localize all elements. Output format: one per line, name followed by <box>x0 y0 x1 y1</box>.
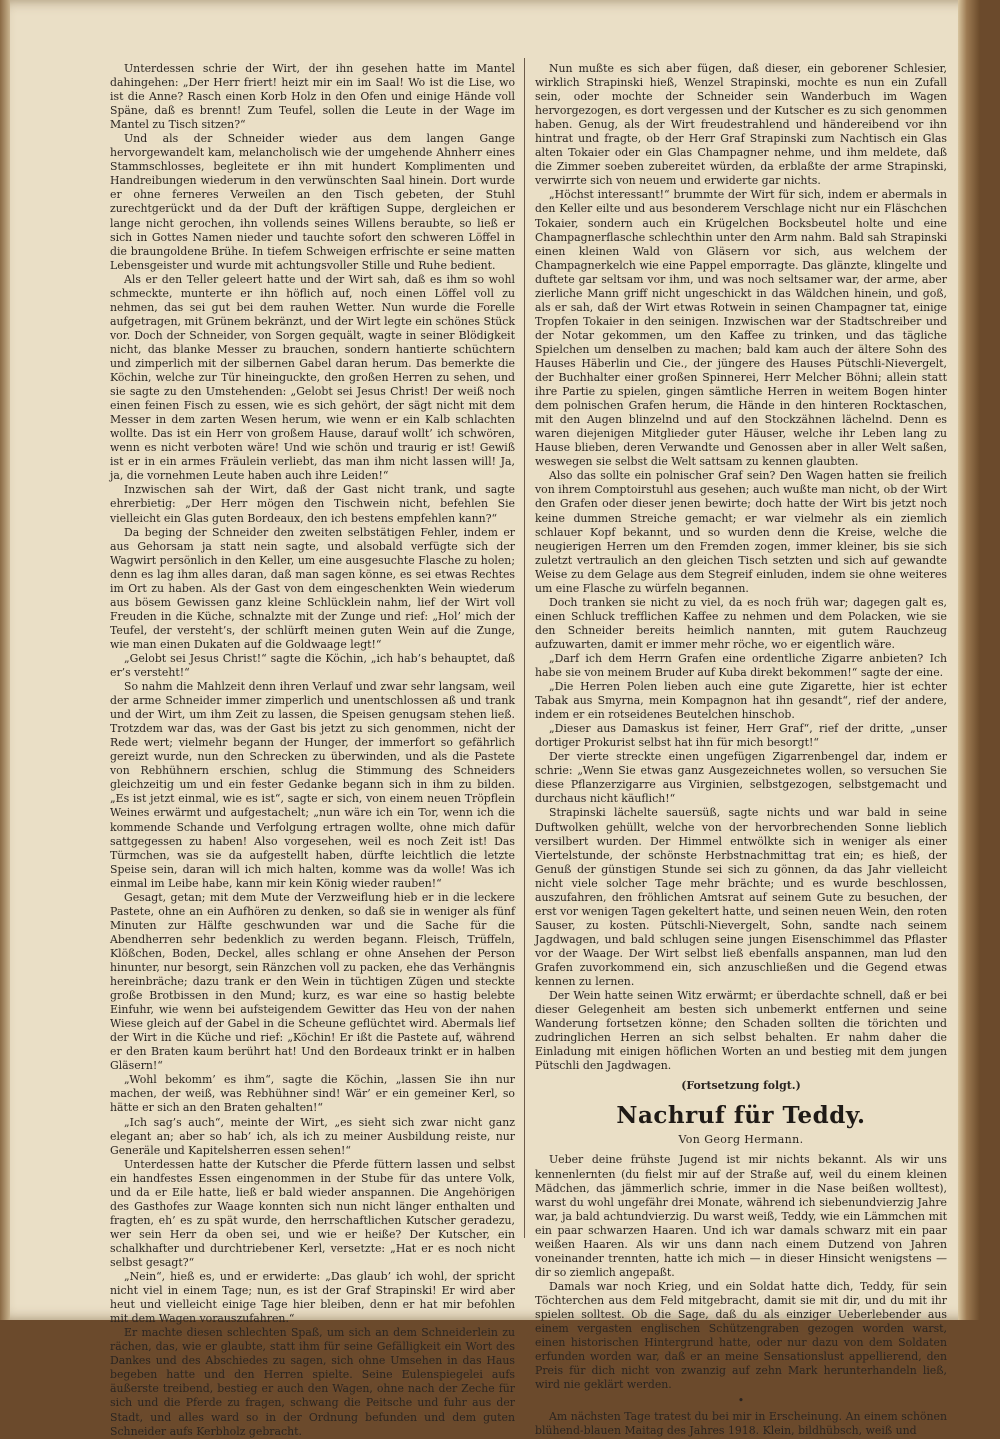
paragraph: „Gelobt sei Jesus Christ!“ sagte die Köchin, „ich hab’s behauptet, daß er’s versteht!“ <box>110 651 515 680</box>
paragraph: Und als der Schneider wieder aus dem langen Gange hervorgewandelt kam, melancholisch wie der umgehende Ahnherr eines Stammschlosses, begleitete er ihn mit hundert Komplimenten und Handreibungen wiederum in den verwünschten Saal hinein. Dort wurde er ohne ferneres Verweilen an den Tisch gebeten, der Stuhl zurechtgerückt und da der Duft der kräftigen Suppe, dergleichen er lange nicht gerochen, ihn vollends seines Willens beraubte, so ließ er sich in Gottes Namen nieder und tauchte sofort den schweren Löffel in die braungoldene Brühe. In tiefem Schweigen erfrischte er seine matten Lebensgeister und wurde mit achtungsvoller Stille und Ruhe bedient. <box>110 132 515 272</box>
paragraph: Unterdessen hatte der Kutscher die Pferde füttern lassen und selbst ein handfestes Essen eingenommen in der Stube für das untere Volk, und da er Eile hatte, ließ er bald wieder anspannen. Die Angehörigen des Gasthofes zur Waage konnten sich nun nicht länger enthalten und fragten, eh’ es zu spät wurde, den herrschaftlichen Kutscher geradezu, wer sein Herr da oben sei, und wie er heiße? Der Kutscher, ein schalkhafter und durchtriebener Kerl, versetzte: „Hat er es noch nicht selbst gesagt?“ <box>110 1157 515 1269</box>
paragraph: Damals war noch Krieg, und ein Soldat hatte dich, Teddy, für sein Töchterchen aus dem Feld mitgebracht, damit sie mit dir, und du mit ihr spielen solltest. Ob die Sage, daß du als einziger Ueberlebender aus einem vergasten englischen Schützengraben gezogen worden warst, einen historischen Hintergrund hatte, oder nur dazu von dem Soldaten erfunden worden war, daß er an meine Sensationslust appellierend, den Preis für dich nicht von zwanzig auf zehn Mark herunterhandeln ließ, wird nie geklärt werden. <box>535 1279 947 1392</box>
paragraph: Der Wein hatte seinen Witz erwärmt; er überdachte schnell, daß er bei dieser Gelegenheit am besten sich unbemerkt entfernen und seine Wanderung fortsetzen könne; den Schaden sollten die törichten und zudringlichen Herren an sich selbst behalten. Er nahm daher die Einladung mit einigen höflichen Worten an und bestieg mit dem jungen Pütschli den Jagdwagen. <box>535 989 947 1073</box>
paragraph: „Die Herren Polen lieben auch eine gute Zigarette, hier ist echter Tabak aus Smyrna, mein Kompagnon hat ihn gesandt“, rief der andere, indem er ein rotseidenes Beutelchen hinschob. <box>535 680 947 722</box>
column-rule <box>524 58 525 1238</box>
paragraph: Unterdessen schrie der Wirt, der ihn gesehen hatte im Mantel dahingehen: „Der Herr friert! heizt mir ein im Saal! Wo ist die Lise, wo ist die Anne? Rasch einen Korb Holz in den Ofen und einige Hände voll Späne, daß es brennt! Zum Teufel, sollen die Leute in der Wage im Mantel zu Tisch sitzen?“ <box>110 62 515 132</box>
paragraph: Als er den Teller geleert hatte und der Wirt sah, daß es ihm so wohl schmeckte, munterte er ihn höflich auf, noch einen Löffel voll zu nehmen, das sei gut bei dem rauhen Wetter. Nun wurde die Forelle aufgetragen, mit Grünem bekränzt, und der Wirt legte ein schönes Stück vor. Doch der Schneider, von Sorgen gequält, wagte in seiner Blödigkeit nicht, das blanke Messer zu brauchen, sondern hantierte schüchtern und zimperlich mit der silbernen Gabel daran herum. Das bemerkte die Köchin, welche zur Tür hineinguckte, den großen Herren zu sehen, und sie sagte zu den Umstehenden: „Gelobt sei Jesus Christ! Der weiß noch einen feinen Fisch zu essen, wie es sich gehört, der sägt nicht mit dem Messer in dem zarten Wesen herum, wie wenn er ein Kalb schlachten wollte. Das ist ein Herr von großem Hause, darauf wollt’ ich schwören, wenn es nicht verboten wäre! Und wie schön und traurig er ist! Gewiß ist er in ein armes Fräulein verliebt, das man ihm nicht lassen will! Ja, ja, die vornehmen Leute haben auch ihre Leiden!“ <box>110 272 515 483</box>
paragraph: Am nächsten Tage tratest du bei mir in Erscheinung. An einem schönen blühend-blauen Maitag des Jahres 1918. Klein, bildhübsch, weiß und <box>535 1410 947 1438</box>
paragraph: Inzwischen sah der Wirt, daß der Gast nicht trank, und sagte ehrerbietig: „Der Herr mögen den Tischwein nicht, befehlen Sie vielleicht ein Glas guten Bordeaux, den ich bestens empfehlen kann?“ <box>110 483 515 525</box>
paragraph: „Ich sag’s auch“, meinte der Wirt, „es sieht sich zwar nicht ganz elegant an; aber so hab’ ich, als ich zu meiner Ausbildung reiste, nur Generäle und Kapitelsherren essen sehen!“ <box>110 1115 515 1157</box>
paragraph: „Höchst interessant!“ brummte der Wirt für sich, indem er abermals in den Keller eilte und aus besonderem Verschlage nicht nur ein Fläschchen Tokaier, sondern auch ein Krügelchen Bocksbeutel holte und eine Champagnerflasche schlechthin unter den Arm nahm. Bald sah Strapinski einen kleinen Wald von Gläsern vor sich, aus welchem der Champagnerkelch wie eine Pappel emporragte. Das glänzte, klingelte und duftete gar seltsam vor ihm, und was noch seltsamer war, der arme, aber zierliche Mann griff nicht ungeschickt in das Wäldchen hinein, und goß, als er sah, daß der Wirt etwas Rotwein in seinen Champagner tat, einige Tropfen Tokaier in den seinigen. Inzwischen war der Stadtschreiber und der Notar gekommen, um den Kaffee zu trinken, und das tägliche Spielchen um denselben zu machen; bald kam auch der ältere Sohn des Hauses Häberlin und Cie., der jüngere des Hauses Pütschli-Nievergelt, der Buchhalter einer großen Spinnerei, Herr Melcher Böhni; allein statt ihre Partie zu spielen, gingen sämtliche Herren in weitem Bogen hinter dem polnischen Grafen herum, die Hände in den hinteren Rocktaschen, mit den Augen blinzelnd und auf den Stockzähnen lächelnd. Denn es waren diejenigen Mitglieder guter Häuser, welche ihr Leben lang zu Hause blieben, deren Verwandte und Genossen aber in aller Welt saßen, weswegen sie selbst die Welt sattsam zu kennen glaubten. <box>535 188 947 469</box>
section-ornament: • <box>737 1394 745 1408</box>
paragraph: Da beging der Schneider den zweiten selbstätigen Fehler, indem er aus Gehorsam ja statt nein sagte, und alsobald verfügte sich der Wagwirt persönlich in den Keller, um eine ausgesuchte Flasche zu holen; denn es lag ihm alles daran, daß man sagen könne, es sei etwas Rechtes im Ort zu haben. Als der Gast von dem eingeschenkten Wein wiederum aus bösem Gewissen ganz kleine Schlücklein nahm, lief der Wirt voll Freuden in die Küche, schnalzte mit der Zunge und rief: „Hol’ mich der Teufel, der versteht’s, der schlürft meinen guten Wein auf die Zunge, wie man einen Dukaten auf die Goldwaage legt!“ <box>110 525 515 651</box>
page-binding <box>0 0 10 1320</box>
page-edge <box>958 0 980 1320</box>
paragraph: „Darf ich dem Herrn Grafen eine ordentliche Zigarre anbieten? Ich habe sie von meinem Bruder auf Kuba direkt bekommen!“ sagte der eine. <box>535 651 947 680</box>
paragraph: Er machte diesen schlechten Spaß, um sich an dem Schneiderlein zu rächen, das, wie er glaubte, statt ihm für seine Gefälligkeit ein Wort des Dankes und des Abschiedes zu sagen, sich ohne Umsehen in das Haus begeben hatte und den Herren spielte. Seine Eulenspiegelei aufs äußerste treibend, bestieg er auch den Wagen, ohne nach der Zeche für sich und die Pferde zu fragen, schwang die Peitsche und fuhr aus der Stadt, und alles ward so in der Ordnung befunden und dem guten Schneider aufs Kerbholz gebracht. <box>110 1326 515 1438</box>
paragraph: Also das sollte ein polnischer Graf sein? Den Wagen hatten sie freilich von ihrem Comptoirstuhl aus gesehen; auch wußte man nicht, ob der Wirt den Grafen oder dieser jenen bewirte; doch hatte der Wirt bis jetzt noch keine dummen Streiche gemacht; er war vielmehr als ein ziemlich schlauer Kopf bekannt, und so wurden denn die Kreise, welche die neugierigen Herren um den Fremden zogen, immer kleiner, bis sie sich zuletzt vertraulich an den gleichen Tisch setzten und sich auf gewandte Weise zu dem Gelage aus dem Stegreif einluden, indem sie ohne weiteres um eine Flasche zu würfeln begannen. <box>535 469 947 595</box>
paragraph: Strapinski lächelte sauersüß, sagte nichts und war bald in seine Duftwolken gehüllt, welche von der hervorbrechenden Sonne lieblich versilbert wurden. Der Himmel entwölkte sich in weniger als einer Viertelstunde, der schönste Herbstnachmittag trat ein; es hieß, der Genuß der günstigen Stunde sei sich zu gönnen, da das Jahr vielleicht nicht viele solcher Tage mehr brächte; und es wurde beschlossen, auszufahren, den fröhlichen Amtsrat auf seinem Gute zu besuchen, der erst vor wenigen Tagen gekeltert hatte, und seinen neuen Wein, den roten Sauser, zu kosten. Pütschli-Nievergelt, Sohn, sandte nach seinem Jagdwagen, und bald schlugen seine jungen Eisenschimmel das Pflaster vor der Waage. Der Wirt selbst ließ ebenfalls anspannen, man lud den Grafen zuvorkommend ein, sich anzuschließen und die Gegend etwas kennen zu lernen. <box>535 806 947 989</box>
left-column <box>110 62 515 1439</box>
paragraph: „Wohl bekomm’ es ihm“, sagte die Köchin, „lassen Sie ihn nur machen, der weiß, was Rebhühner sind! Wär’ er ein gemeiner Kerl, so hätte er sich an den Braten gehalten!“ <box>110 1073 515 1115</box>
continuation-note: (Fortsetzung folgt.) <box>681 1079 801 1093</box>
article-byline: Von Georg Hermann. <box>678 1133 804 1147</box>
paragraph: Doch tranken sie nicht zu viel, da es noch früh war; dagegen galt es, einen Schluck trefflichen Kaffee zu nehmen und dem Polacken, wie sie den Schneider bereits heimlich nannten, mit gutem Rauchzeug aufzuwarten, damit er immer mehr röche, wo er eigentlich wäre. <box>535 595 947 651</box>
paragraph: Der vierte streckte einen ungefügen Zigarrenbengel dar, indem er schrie: „Wenn Sie etwas ganz Ausgezeichnetes wollen, so versuchen Sie diese Pflanzerzigarre aus Virginien, selbstgezogen, selbstgemacht und durchaus nicht käuflich!“ <box>535 750 947 806</box>
right-column <box>535 62 947 1438</box>
paragraph: „Dieser aus Damaskus ist feiner, Herr Graf“, rief der dritte, „unser dortiger Prokurist selbst hat ihn für mich besorgt!“ <box>535 722 947 750</box>
paragraph: Nun mußte es sich aber fügen, daß dieser, ein geborener Schlesier, wirklich Strapinski hieß, Wenzel Strapinski, mochte es nun ein Zufall sein, oder mochte der Schneider sein Wanderbuch im Wagen hervorgezogen, es dort vergessen und der Kutscher es zu sich genommen haben. Genug, als der Wirt freudestrahlend und händereibend vor ihn hintrat und fragte, ob der Herr Graf Strapinski zum Nachtisch ein Glas alten Tokaier oder ein Glas Champagner nehme, und ihm meldete, daß die Zimmer soeben zubereitet würden, da erblaßte der arme Strapinski, verwirrte sich von neuem und erwiderte gar nichts. <box>535 62 947 188</box>
paragraph: So nahm die Mahlzeit denn ihren Verlauf und zwar sehr langsam, weil der arme Schneider immer zimperlich und unentschlossen aß und trank und der Wirt, um ihm Zeit zu lassen, die Speisen genugsam stehen ließ. Trotzdem war das, was der Gast bis jetzt zu sich genommen, nicht der Rede wert; vielmehr begann der Hunger, der immerfort so gefährlich gereizt wurde, nun den Schrecken zu überwinden, und als die Pastete von Rebhühnern erschien, schlug die Stimmung des Schneiders gleichzeitig um und ein fester Gedanke begann sich in ihm zu bilden. „Es ist jetzt einmal, wie es ist“, sagte er sich, von einem neuen Tröpflein Weines erwärmt und aufgestachelt; „nun wäre ich ein Tor, wenn ich die kommende Schande und Verfolgung ertragen wollte, ohne mich dafür sattgegessen zu haben! Also vorgesehen, weil es noch Zeit ist! Das Türmchen, was sie da aufgestellt haben, dürfte leichtlich die letzte Speise sein, daran will ich mich halten, komme was da wolle! Was ich einmal im Leibe habe, kann mir kein König wieder rauben!“ <box>110 680 515 890</box>
paragraph: Gesagt, getan; mit dem Mute der Verzweiflung hieb er in die leckere Pastete, ohne an ein Aufhören zu denken, so daß sie in weniger als fünf Minuten zur Hälfte geschwunden war und die Sache für die Abendherren sehr bedenklich zu werden begann. Fleisch, Trüffeln, Klößchen, Boden, Deckel, alles schlang er ohne Ansehen der Person hinunter, nur besorgt, sein Ränzchen voll zu packen, ehe das Verhängnis hereinbräche; dazu trank er den Wein in tüchtigen Zügen und steckte große Brotbissen in den Mund; kurz, es war eine so hastig belebte Einfuhr, wie wenn bei aufsteigendem Gewitter das Heu von der nahen Wiese gleich auf der Gabel in die Scheune geflüchtet wird. Abermals lief der Wirt in die Küche und rief: „Köchin! Er ißt die Pastete auf, während er den Braten kaum berührt hat! Und den Bordeaux trinkt er in halben Gläsern!“ <box>110 890 515 1073</box>
paragraph: „Nein“, hieß es, und er erwiderte: „Das glaub’ ich wohl, der spricht nicht viel in einem Tage; nun, es ist der Graf Strapinski! Er wird aber heut und vielleicht einige Tage hier bleiben, denn er hat mir befohlen mit dem Wagen vorauszufahren.“ <box>110 1270 515 1326</box>
article-headline: Nachruf für Teddy. <box>616 1102 866 1130</box>
paragraph: Ueber deine frühste Jugend ist mir nichts bekannt. Als wir uns kennenlernten (du fielst mir auf der Straße auf, weil du einem kleinen Mädchen, das jämmerlich schrie, immer in die Nase beißen wolltest), warst du wohl ungefähr drei Monate, während ich siebenundvierzig Jahre war, ja bald achtundvierzig. Du warst weiß, Teddy, wie ein Lämmchen mit ein paar schwarzen Haaren. Und ich war damals schwarz mit ein paar weißen Haaren. Als wir uns dann nach einem Dutzend von Jahren voneinander trennten, hatte ich mich — in dieser Hinsicht wenigstens — dir so ziemlich angepaßt. <box>535 1153 947 1279</box>
